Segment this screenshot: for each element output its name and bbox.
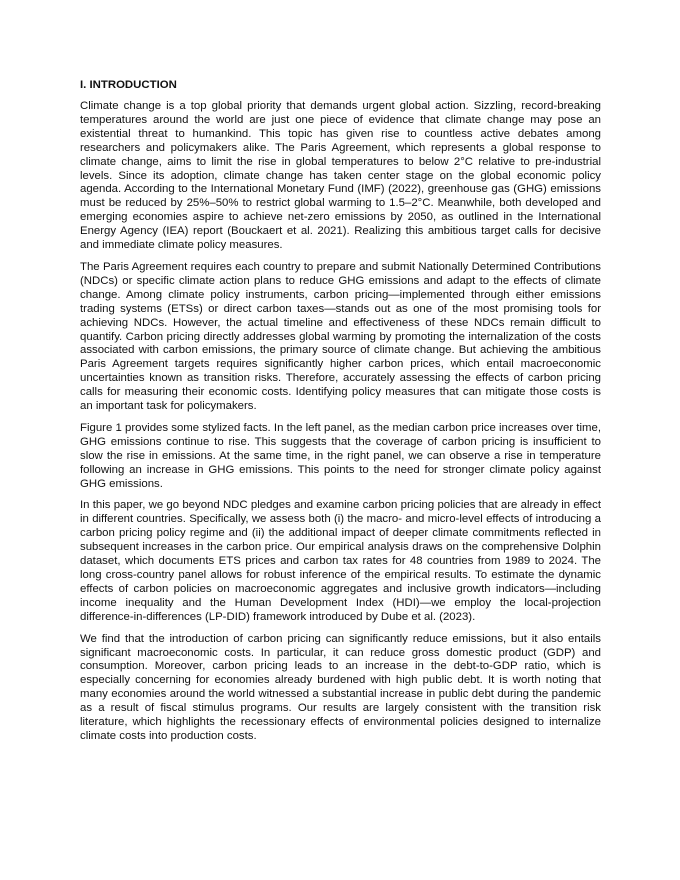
paragraph-3: Figure 1 provides some stylized facts. In the left panel, as the median carbon price increases over time, GHG emissions continue to rise. This suggests that the coverage of carbon pricing is insufficient to slow the rise in emissions. At the same time, in the right panel, we can observe a rise in temperature following an increase in GHG emissions. This points to the need for stronger climate policy against GHG emissions. xyxy=(80,421,601,490)
paragraph-1: Climate change is a top global priority that demands urgent global action. Sizzling, record-breaking temperatures around the world are just one piece of evidence that climate change may pose an existential threat to humankind. This topic has given rise to countless active debates among researchers and policymakers alike. The Paris Agreement, which represents a global response to climate change, aims to limit the rise in global temperatures to below 2°C relative to pre-industrial levels. Since its adoption, climate change has taken center stage on the global economic policy agenda. According to the International Monetary Fund (IMF) (2022), greenhouse gas (GHG) emissions must be reduced by 25%–50% to restrict global warming to 1.5–2°C. Meanwhile, both developed and emerging economies aspire to achieve net-zero emissions by 2050, as outlined in the International Energy Agency (IEA) report (Bouckaert et al. 2021). Realizing this ambitious target calls for decisive and immediate climate policy measures. xyxy=(80,100,601,252)
section-heading: I. INTRODUCTION xyxy=(80,79,177,91)
paragraph-4: In this paper, we go beyond NDC pledges and examine carbon pricing policies that are already in effect in different countries. Specifically, we assess both (i) the macro- and micro-level effects of introducing a carbon pricing policy regime and (ii) the additional impact of deeper climate commitments reflected in subsequent increases in the carbon price. Our empirical analysis draws on the comprehensive Dolphin dataset, which documents ETS prices and carbon tax rates for 48 countries from 1989 to 2024. The long cross-country panel allows for robust inference of the empirical results. To estimate the dynamic effects of carbon policies on macroeconomic aggregates and inclusive growth indicators—including income inequality and the Human Development Index (HDI)—we employ the local-projection difference-in-differences (LP-DID) framework introduced by Dube et al. (2023). xyxy=(80,499,601,623)
document-page xyxy=(80,78,601,752)
paragraph-2: The Paris Agreement requires each country to prepare and submit Nationally Determined Contributions (NDCs) or specific climate action plans to reduce GHG emissions and adapt to the effects of climate change. Among climate policy instruments, carbon pricing—implemented through either emissions trading systems (ETSs) or direct carbon taxes—stands out as one of the most promising tools for achieving NDCs. However, the actual timeline and effectiveness of these NDCs remain difficult to quantify. Carbon pricing directly addresses global warming by promoting the internalization of the costs associated with carbon emissions, the primary source of climate change. But achieving the ambitious Paris Agreement targets requires significantly higher carbon prices, which entail macroeconomic uncertainties known as transition risks. Therefore, accurately assessing the effects of carbon pricing calls for measuring their economic costs. Identifying policy measures that can mitigate those costs is an important task for policymakers. xyxy=(80,260,601,413)
paragraph-5: We find that the introduction of carbon pricing can significantly reduce emissions, but it also entails significant macroeconomic costs. In particular, it can reduce gross domestic product (GDP) and consumption. Moreover, carbon pricing leads to an increase in the debt-to-GDP ratio, which is especially concerning for economies already burdened with high public debt. It is worth noting that many economies around the world witnessed a substantial increase in public debt during the pandemic as a result of fiscal stimulus programs. Our results are largely consistent with the transition risk literature, which highlights the recessionary effects of environmental policies designed to internalize climate costs into production costs. xyxy=(80,632,601,742)
